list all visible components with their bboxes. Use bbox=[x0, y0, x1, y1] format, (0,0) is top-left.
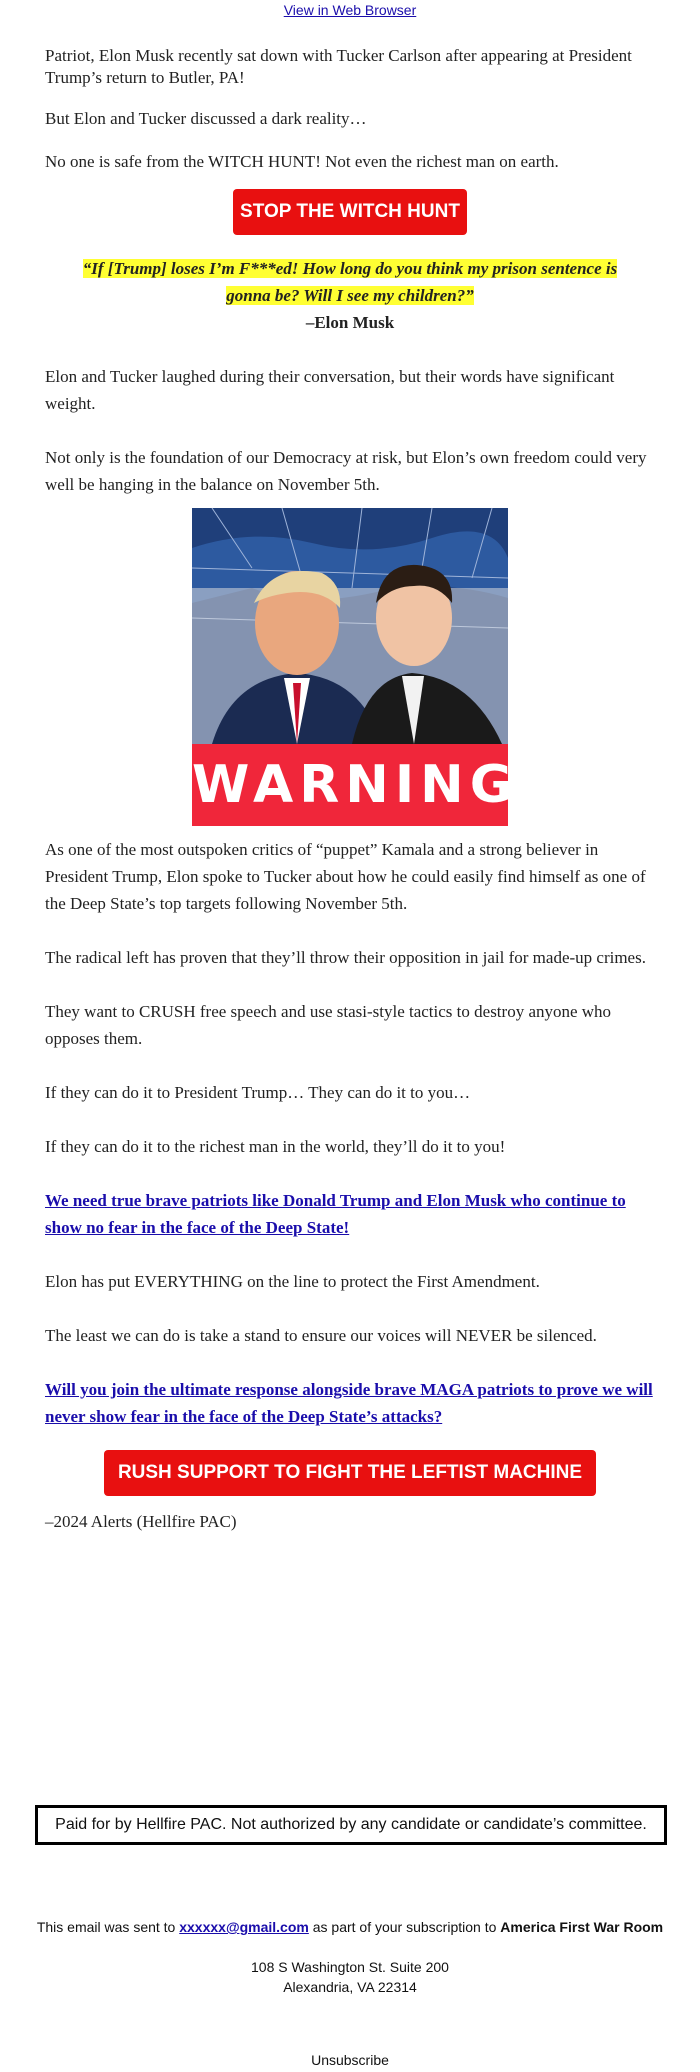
button-row-2 bbox=[45, 1450, 655, 1496]
button-row-1 bbox=[45, 189, 655, 235]
subscription-notice bbox=[0, 1917, 700, 1937]
paragraph-democracy-risk: Not only is the foundation of our Democracy at risk, but Elon’s own freedom could very well be hanging in the balance on November 5th. bbox=[45, 448, 647, 494]
paragraph-outspoken-critic: As one of the most outspoken critics of “puppet” Kamala and a strong believer in President Trump, Elon spoke to Tucker about how he could easily find himself as one of the Deep State’s top targets following November 5th. bbox=[45, 840, 646, 913]
paragraph-radical-left: The radical left has proven that they’ll throw their opposition in jail for made-up crimes. bbox=[45, 948, 646, 967]
signature: –2024 Alerts (Hellfire PAC) bbox=[45, 1512, 237, 1531]
paragraph-witch-hunt: No one is safe from the WITCH HUNT! Not even the richest man on earth. bbox=[45, 152, 559, 171]
unsubscribe-row bbox=[0, 2050, 700, 2070]
paid-for-disclaimer: Paid for by Hellfire PAC. Not authorized by any candidate or candidate’s committee. bbox=[35, 1805, 667, 1845]
link-paragraph-1 bbox=[45, 1187, 655, 1241]
paragraph-richest-man: If they can do it to the richest man in the world, they’ll do it to you! bbox=[45, 1137, 506, 1156]
rush-support-button[interactable]: RUSH SUPPORT TO FIGHT THE LEFTIST MACHINE bbox=[104, 1450, 596, 1496]
view-in-browser-link[interactable]: View in Web Browser bbox=[283, 2, 417, 18]
sent-middle: as part of your subscription to bbox=[312, 1919, 497, 1935]
paragraph-crush-free-speech: They want to CRUSH free speech and use stasi-style tactics to destroy anyone who opposes them. bbox=[45, 1002, 612, 1048]
email-body bbox=[45, 45, 655, 1535]
unsubscribe-link[interactable]: Unsubscribe bbox=[311, 2052, 389, 2068]
paragraph-first-amendment: Elon has put EVERYTHING on the line to protect the First Amendment. bbox=[45, 1272, 540, 1291]
paragraph-never-silenced: The least we can do is take a stand to ensure our voices will NEVER be silenced. bbox=[45, 1326, 597, 1345]
intro-paragraph: Patriot, Elon Musk recently sat down with Tucker Carlson after appearing at President Trump’s return to Butler, PA! bbox=[45, 46, 632, 87]
recipient-email-link[interactable]: xxxxxx@gmail.com bbox=[179, 1919, 309, 1935]
brave-patriots-link[interactable]: We need true brave patriots like Donald Trump and Elon Musk who continue to show no fear in the face of the Deep State! bbox=[45, 1191, 626, 1237]
join-response-link[interactable]: Will you join the ultimate response alongside brave MAGA patriots to prove we will never show fear in the face of the Deep State’s attacks? bbox=[45, 1380, 653, 1426]
mailing-address bbox=[0, 1957, 700, 1997]
address-line-1: 108 S Washington St. Suite 200 bbox=[251, 1959, 449, 1975]
list-name: America First War Room bbox=[500, 1919, 664, 1935]
quote-attribution: –Elon Musk bbox=[305, 313, 395, 332]
address-line-2: Alexandria, VA 22314 bbox=[283, 1979, 417, 1995]
paragraph-dark-reality: But Elon and Tucker discussed a dark reality… bbox=[45, 109, 367, 128]
warning-image bbox=[192, 508, 549, 826]
warning-banner: WARNING! bbox=[192, 744, 508, 826]
view-in-browser-row bbox=[0, 0, 700, 20]
link-paragraph-2 bbox=[45, 1376, 655, 1430]
sent-prefix: This email was sent to bbox=[36, 1919, 176, 1935]
paragraph-president-trump: If they can do it to President Trump… They can do it to you… bbox=[45, 1083, 471, 1102]
musk-quote bbox=[45, 255, 655, 309]
stop-witch-hunt-button[interactable]: STOP THE WITCH HUNT bbox=[233, 189, 467, 235]
quote-line-1: “If [Trump] loses I’m F***ed! How long do you think my prison sentence is bbox=[82, 259, 618, 278]
paragraph-laughed: Elon and Tucker laughed during their conversation, but their words have significant weight. bbox=[45, 367, 615, 413]
quote-line-2: gonna be? Will I see my children?” bbox=[226, 286, 474, 305]
